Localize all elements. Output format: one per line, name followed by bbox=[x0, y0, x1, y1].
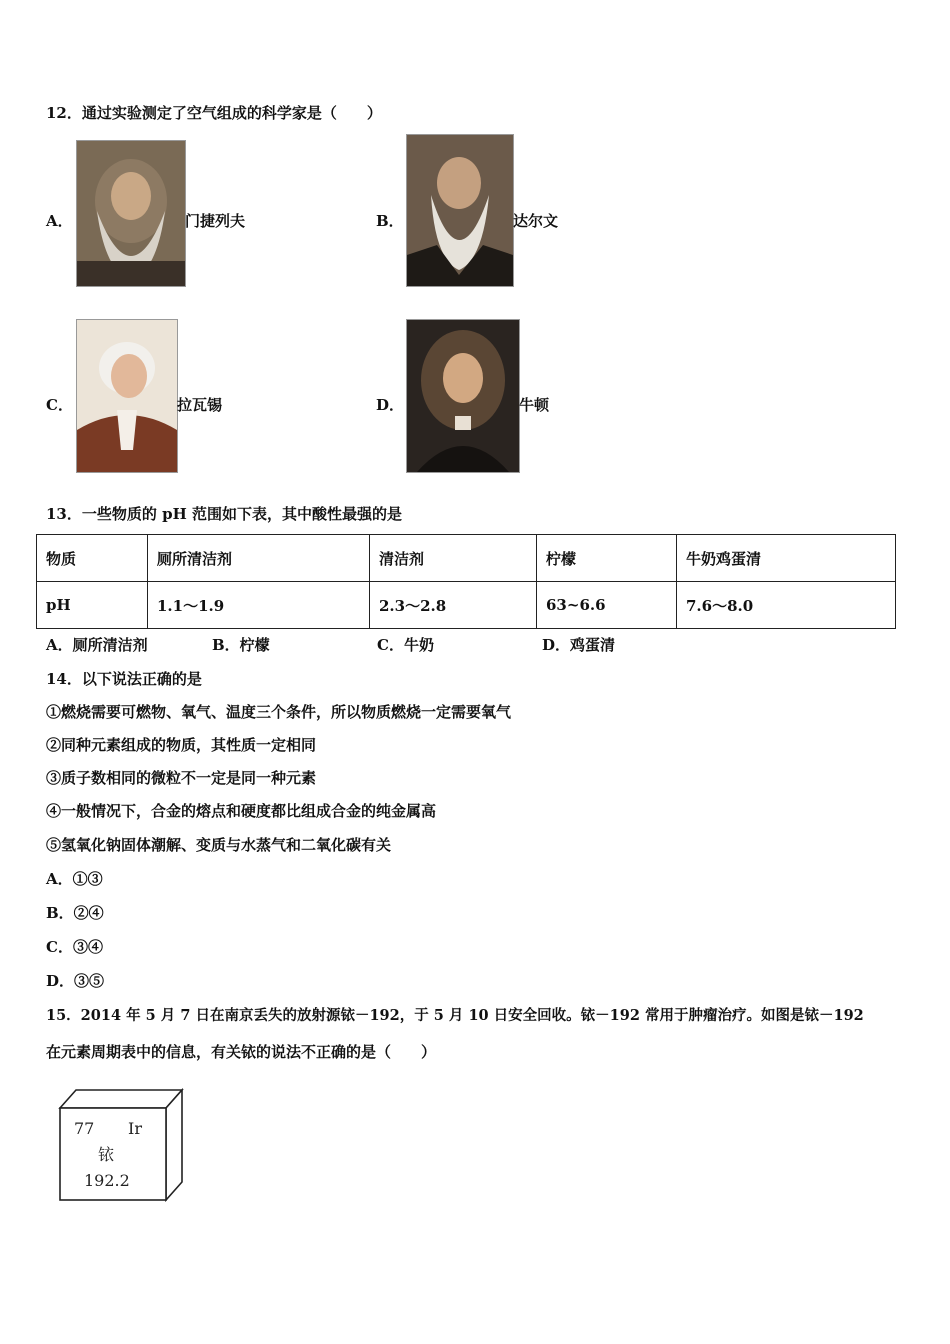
table-cell: 7.6～8.0 bbox=[677, 582, 896, 629]
q14-choice-c: C．③④ bbox=[46, 938, 103, 956]
q12-option-d-name: 牛顿 bbox=[519, 396, 550, 414]
q12-option-c-name: 拉瓦锡 bbox=[177, 396, 223, 414]
q14-statement-4: ④一般情况下，合金的熔点和硬度都比组成合金的纯金属高 bbox=[46, 802, 437, 820]
table-row bbox=[37, 582, 896, 629]
q12-option-a-letter: A． bbox=[46, 212, 73, 230]
portrait-lavoisier-image bbox=[76, 319, 178, 473]
portrait-mendeleev-image bbox=[76, 140, 186, 287]
table-cell: 1.1～1.9 bbox=[148, 582, 370, 629]
q12-option-d-letter: D． bbox=[376, 396, 405, 414]
portrait-darwin-image bbox=[406, 134, 514, 287]
q13-choice-d: D．鸡蛋清 bbox=[542, 636, 616, 654]
q12-option-a-name: 门捷列夫 bbox=[185, 212, 246, 230]
q14-statement-5: ⑤氢氧化钠固体潮解、变质与水蒸气和二氧化碳有关 bbox=[46, 836, 392, 854]
q12-option-c-letter: C． bbox=[46, 396, 73, 414]
element-atomic-number: 77 bbox=[74, 1119, 95, 1138]
q13-choice-c: C．牛奶 bbox=[377, 636, 434, 654]
ph-table bbox=[36, 534, 896, 629]
q14-statement-2: ②同种元素组成的物质，其性质一定相同 bbox=[46, 736, 317, 754]
element-cell-iridium bbox=[46, 1084, 186, 1204]
q12-option-b-letter: B． bbox=[376, 212, 404, 230]
table-cell: 2.3～2.8 bbox=[370, 582, 537, 629]
q14-stem: 14．以下说法正确的是 bbox=[46, 670, 202, 688]
q12-option-b-name: 达尔文 bbox=[513, 212, 559, 230]
q15-stem-line1: 15．2014 年 5 月 7 日在南京丢失的放射源铱－192，于 5 月 10 日安全回收。铱－192 常用于肿瘤治疗。如图是铱－192 bbox=[46, 1007, 864, 1024]
element-atomic-mass: 192.2 bbox=[84, 1171, 130, 1190]
element-symbol: Ir bbox=[128, 1119, 142, 1138]
table-header-row bbox=[37, 535, 896, 582]
table-cell: pH bbox=[37, 582, 148, 629]
q13-choice-b: B．柠檬 bbox=[212, 636, 270, 654]
q12-stem: 12．通过实验测定了空气组成的科学家是（ ） bbox=[46, 104, 382, 122]
q13-choice-a: A．厕所清洁剂 bbox=[46, 636, 148, 654]
q14-statement-1: ①燃烧需要可燃物、氧气、温度三个条件，所以物质燃烧一定需要氧气 bbox=[46, 703, 512, 721]
table-cell: 63~6.6 bbox=[537, 582, 677, 629]
table-cell: 厕所清洁剂 bbox=[148, 535, 370, 582]
q14-statement-3: ③质子数相同的微粒不一定是同一种元素 bbox=[46, 769, 317, 787]
table-cell: 物质 bbox=[37, 535, 148, 582]
table-cell: 清洁剂 bbox=[370, 535, 537, 582]
q14-choice-a: A．①③ bbox=[46, 870, 103, 888]
q14-choice-b: B．②④ bbox=[46, 904, 104, 922]
table-cell: 柠檬 bbox=[537, 535, 677, 582]
q13-stem: 13．一些物质的 pH 范围如下表，其中酸性最强的是 bbox=[46, 505, 402, 523]
table-cell: 牛奶鸡蛋清 bbox=[677, 535, 896, 582]
element-name: 铱 bbox=[98, 1145, 115, 1164]
portrait-newton-image bbox=[406, 319, 520, 473]
q14-choice-d: D．③⑤ bbox=[46, 972, 105, 990]
q15-stem-line2: 在元素周期表中的信息，有关铱的说法不正确的是（ ） bbox=[46, 1043, 437, 1061]
